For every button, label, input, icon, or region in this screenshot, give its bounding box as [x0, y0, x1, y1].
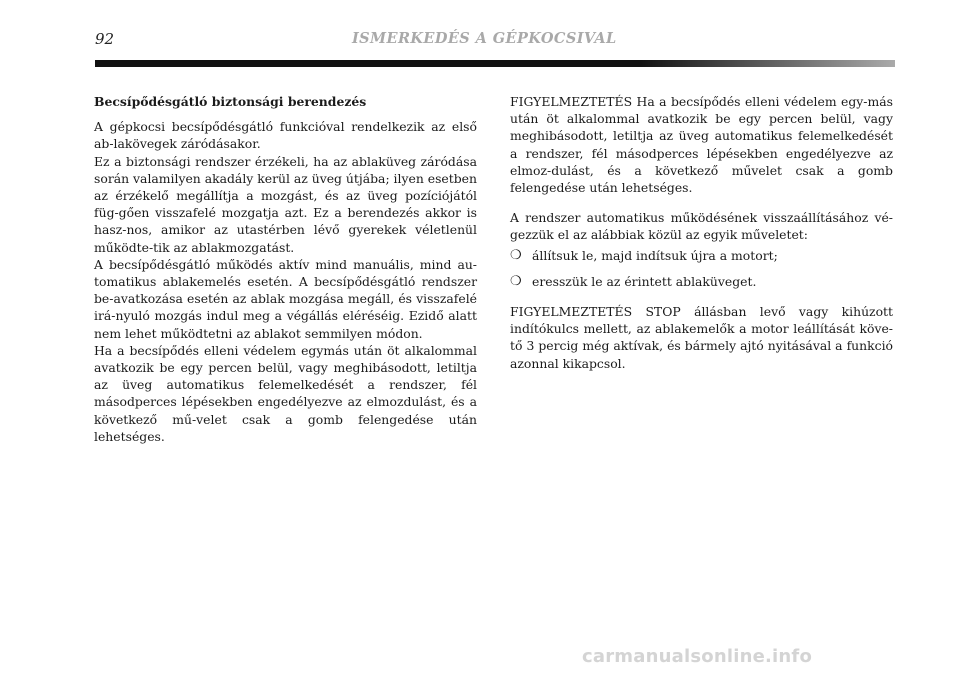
warning-paragraph: FIGYELMEZTETÉS Ha a becsípődés elleni védelem egy-más után öt alkalommal avatkozik be egy percen belül, vagy meghibásodott, letiltja az üveg automatikus felemelkedését a rendszer, fél másodperces lépésekben engedélyezve az elmoz-dulást, és a következő művelet csak a gomb felengedése után lehetséges. [510, 94, 893, 196]
header-rule [95, 60, 895, 67]
circle-bullet-icon: ❍ [510, 273, 522, 289]
reset-intro: A rendszer automatikus működésének visszaállításához vé-gezzük el az alábbiak közül az egyik műveletet: [510, 210, 893, 243]
section-title: ISMERKEDÉS A GÉPKOCSIVAL [352, 30, 617, 47]
list-item-text: eresszük le az érintett ablaküveget. [532, 273, 757, 289]
circle-bullet-icon: ❍ [510, 247, 522, 263]
list-item-text: állítsuk le, majd indítsuk újra a motort; [532, 247, 778, 263]
reset-options-list [510, 247, 893, 290]
paragraph: A gépkocsi becsípődésgátló funkcióval rendelkezik az első ab-lakövegek záródásakor. [94, 119, 477, 152]
section-heading: Becsípődésgátló biztonsági berendezés [94, 94, 367, 109]
warning-paragraph: FIGYELMEZTETÉS STOP állásban levő vagy kihúzott indítókulcs mellett, az ablakemelők a motor leállítását köve-tő 3 percig még aktívak, és bármely ajtó nyitásával a funkció azonnal kikapcsol. [510, 304, 893, 371]
watermark: carmanualsonline.info [582, 646, 813, 667]
paragraph: Ez a biztonsági rendszer érzékeli, ha az ablaküveg záródása során valamilyen akadály kerül az üveg útjába; ilyen esetben az érzékelő megállítja a mozgást, és az üveg pozíciójától füg-gően visszafelé mozgatja azt. Ez a berendezés akkor is hasz-nos, amikor az utastérben lévő gyerekek véletlenül működte-tik az ablakmozgatást. [94, 153, 477, 255]
page-number: 92 [95, 30, 115, 48]
right-column [510, 93, 893, 372]
left-column [94, 93, 477, 445]
paragraph: Ha a becsípődés elleni védelem egymás után öt alkalommal avatkozik be egy percen belül, vagy meghibásodott, letiltja az üveg automatikus felemelkedését a rendszer, fél másodperces lépésekben engedélyezve az elmozdulást, és a következő mű-velet csak a gomb felengedése után lehetséges. [94, 342, 477, 444]
list-item [510, 247, 893, 264]
list-item [510, 273, 893, 290]
paragraph: A becsípődésgátló működés aktív mind manuális, mind au-tomatikus ablakemelés esetén. A becsípődésgátló rendszer be-avatkozása esetén az ablak mozgása megáll, és visszafelé irá-nyuló mozgás indul meg a végállás eléréséig. Ezidő alatt nem lehet működtetni az ablakot semmilyen módon. [94, 256, 477, 341]
